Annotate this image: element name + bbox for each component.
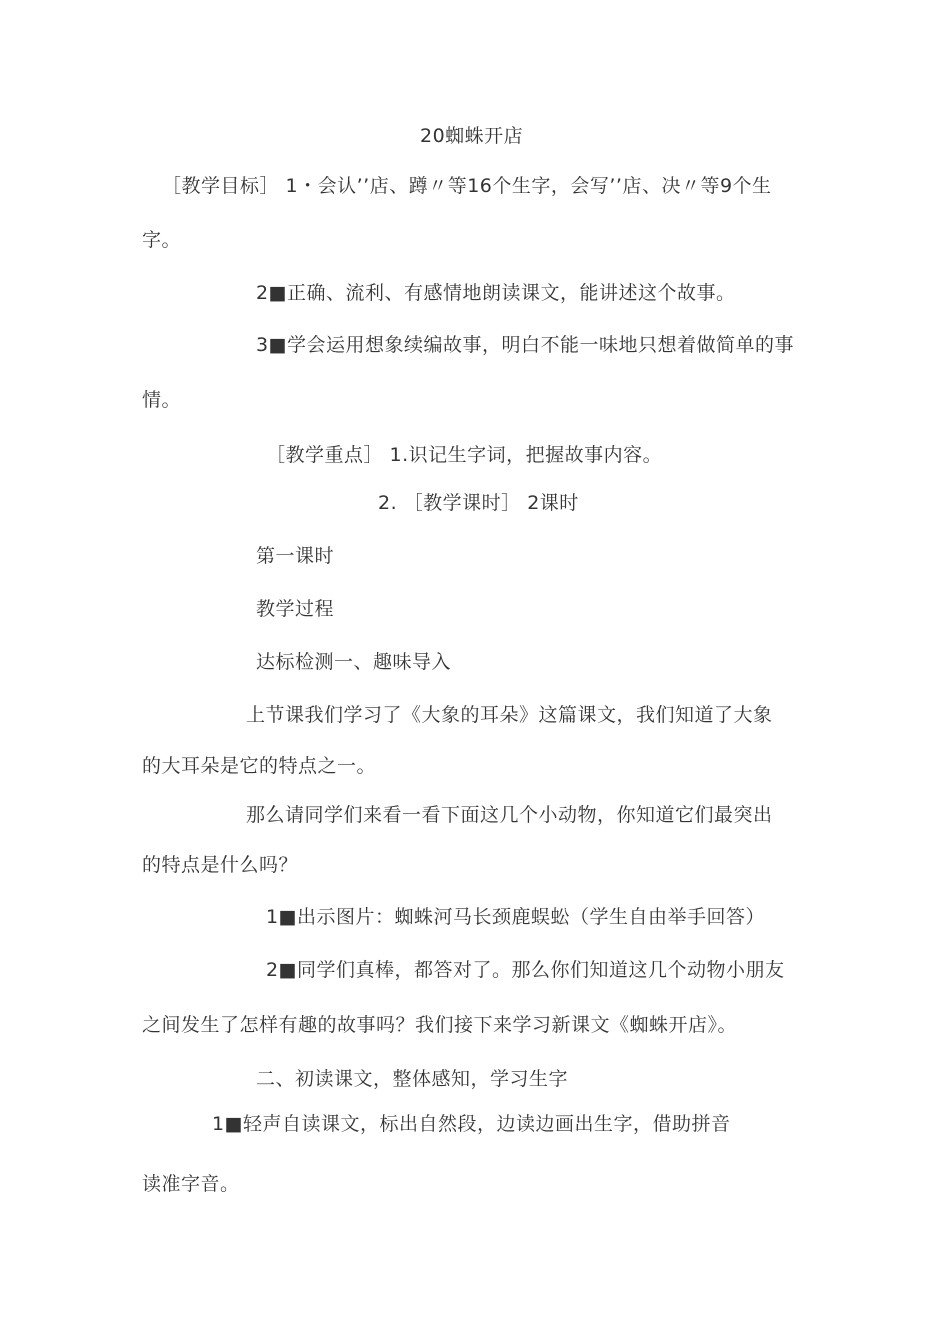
text-line: 读准字音。: [142, 1173, 240, 1195]
text-line: 那么请同学们来看一看下面这几个小动物，你知道它们最突出: [246, 804, 773, 826]
text-line: 字。: [142, 229, 182, 251]
text-line: ［教学目标］ 1・会认’’店、蹲〃等16个生字，会写’’店、决〃等9个生: [162, 175, 772, 197]
text-line: 达标检测一、趣味导入: [256, 651, 452, 673]
text-line: 情。: [142, 389, 182, 411]
text-line: 的大耳朵是它的特点之一。: [142, 755, 377, 777]
text-line: 之间发生了怎样有趣的故事吗？我们接下来学习新课文《蜘蛛开店》。: [142, 1014, 738, 1036]
text-line: 二、初读课文，整体感知，学习生字: [256, 1068, 569, 1090]
text-line: 1■出示图片：蜘蛛河马长颈鹿蜈蚣（学生自由举手回答）: [266, 906, 766, 928]
document-title: 20蜘蛛开店: [420, 125, 524, 147]
text-line: 第一课时: [256, 545, 335, 567]
text-line: 2■正确、流利、有感情地朗读课文，能讲述这个故事。: [256, 282, 736, 304]
text-line: 教学过程: [256, 598, 335, 620]
text-line: 上节课我们学习了《大象的耳朵》这篇课文，我们知道了大象: [246, 704, 773, 726]
text-line: 3■学会运用想象续编故事，明白不能一味地只想着做简单的事: [256, 334, 795, 356]
text-line: 2. ［教学课时］ 2课时: [378, 492, 579, 514]
text-line: 2■同学们真棒，都答对了。那么你们知道这几个动物小朋友: [266, 959, 785, 981]
text-line: 的特点是什么吗？: [142, 854, 299, 876]
text-line: ［教学重点］ 1.识记生字词，把握故事内容。: [266, 444, 663, 466]
text-line: 1■轻声自读课文，标出自然段，边读边画出生字，借助拼音: [212, 1113, 731, 1135]
